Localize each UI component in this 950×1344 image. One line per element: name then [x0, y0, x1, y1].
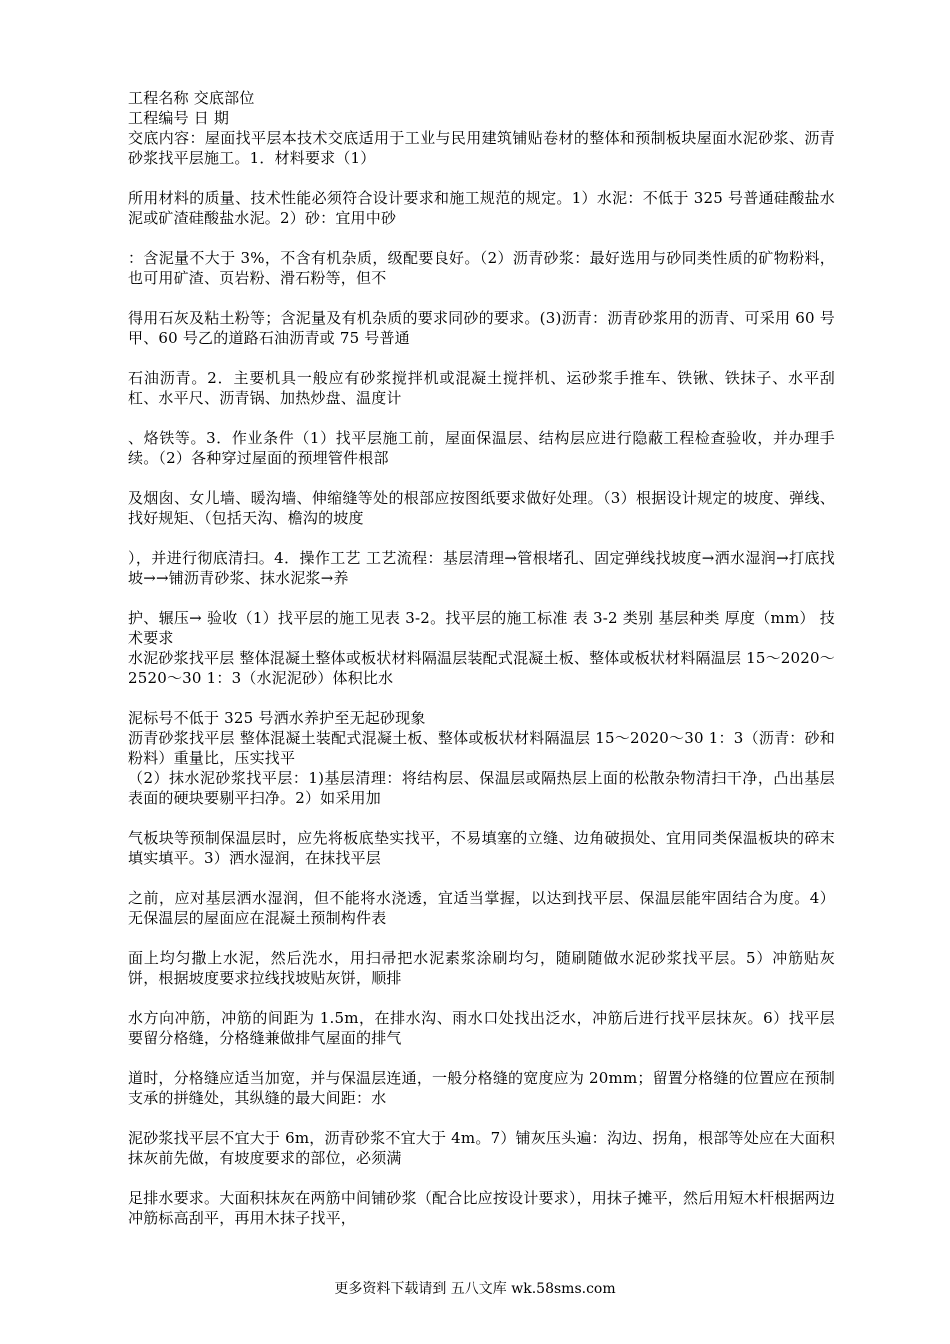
paragraph: （2）抹水泥砂浆找平层：1)基层清理：将结构层、保温层或隔热层上面的松散杂物清扫干净，凸出基层表面的硬块要剔平扫净。2）如采用加	[128, 769, 835, 807]
paragraph: 水方向冲筋，冲筋的间距为 1.5m，在排水沟、雨水口处找出泛水，冲筋后进行找平层抹灰。6）找平层要留分格缝，分格缝兼做排气屋面的排气	[128, 1009, 835, 1047]
paragraph: 得用石灰及粘土粉等；含泥量及有机杂质的要求同砂的要求。(3)沥青：沥青砂浆用的沥青、可采用 60 号甲、60 号乙的道路石油沥青或 75 号普通	[128, 309, 835, 347]
paragraph: ），并进行彻底清扫。4．操作工艺 工艺流程：基层清理→管根堵孔、固定弹线找坡度→洒水湿润→打底找坡→→铺沥青砂浆、抹水泥浆→养	[128, 549, 835, 587]
paragraph: 道时，分格缝应适当加宽，并与保温层连通，一般分格缝的宽度应为 20mm；留置分格缝的位置应在预制支承的拼缝处，其纵缝的最大间距：水	[128, 1069, 835, 1107]
paragraph: ：含泥量不大于 3%，不含有机杂质，级配要良好。（2）沥青砂浆：最好选用与砂同类性质的矿物粉料，也可用矿渣、页岩粉、滑石粉等，但不	[128, 249, 835, 287]
project-number-line: 工程编号 日 期	[128, 109, 230, 127]
project-name-line: 工程名称 交底部位	[128, 89, 255, 107]
paragraph: 气板块等预制保温层时，应先将板底垫实找平，不易填塞的立缝、边角破损处、宜用同类保温板块的碎末填实填平。3）洒水湿润，在抹找平层	[128, 829, 835, 867]
paragraph: 、烙铁等。3．作业条件（1）找平层施工前，屋面保温层、结构层应进行隐蔽工程检查验收，并办理手续。（2）各种穿过屋面的预埋管件根部	[128, 429, 835, 467]
paragraph: 足排水要求。大面积抹灰在两筋中间铺砂浆（配合比应按设计要求），用抹子摊平，然后用短木杆根据两边冲筋标高刮平，再用木抹子找平，	[128, 1189, 835, 1227]
paragraph: 交底内容：屋面找平层本技术交底适用于工业与民用建筑铺贴卷材的整体和预制板块屋面水泥砂浆、沥青砂浆找平层施工。1．材料要求（1）	[128, 129, 835, 167]
paragraph: 面上均匀撒上水泥，然后洗水，用扫帚把水泥素浆涂刷均匀，随刷随做水泥砂浆找平层。5）冲筋贴灰饼，根据坡度要求拉线找坡贴灰饼，顺排	[128, 949, 835, 987]
table-row-cement-mortar-cont: 泥标号不低于 325 号洒水养护至无起砂现象	[128, 709, 426, 727]
paragraph: 泥砂浆找平层不宜大于 6m，沥青砂浆不宜大于 4m。7）铺灰压头遍：沟边、拐角，根部等处应在大面积抹灰前先做，有坡度要求的部位，必须满	[128, 1129, 835, 1167]
paragraph: 所用材料的质量、技术性能必须符合设计要求和施工规范的规定。1）水泥：不低于 325 号普通硅酸盐水泥或矿渣硅酸盐水泥。2）砂：宜用中砂	[128, 189, 835, 227]
document-body	[128, 88, 835, 1228]
footer-download-note: 更多资料下载请到 五八文库 wk.58sms.com	[334, 1281, 616, 1297]
table-row-asphalt-mortar: 沥青砂浆找平层 整体混凝土装配式混凝土板、整体或板状材料隔温层 15～2020～30 1：3（沥青：砂和粉料）重量比，压实找平	[128, 729, 835, 767]
table-row-cement-mortar: 水泥砂浆找平层 整体混凝土整体或板状材料隔温层装配式混凝土板、整体或板状材料隔温层 15～2020～2520～30 1：3（水泥泥砂）体积比水	[128, 649, 835, 687]
paragraph: 护、辗压→ 验收（1）找平层的施工见表 3-2。找平层的施工标准 表 3-2 类别 基层种类 厚度（mm） 技术要求	[128, 609, 835, 647]
paragraph: 及烟囱、女儿墙、暖沟墙、伸缩缝等处的根部应按图纸要求做好处理。（3）根据设计规定的坡度、弹线、找好规矩、（包括天沟、檐沟的坡度	[128, 489, 835, 527]
paragraph: 石油沥青。2．主要机具一般应有砂浆搅拌机或混凝土搅拌机、运砂浆手推车、铁锹、铁抹子、水平刮杠、水平尺、沥青锅、加热炒盘、温度计	[128, 369, 835, 407]
paragraph: 之前，应对基层洒水湿润，但不能将水浇透，宜适当掌握，以达到找平层、保温层能牢固结合为度。4）无保温层的屋面应在混凝土预制构件表	[128, 889, 835, 927]
